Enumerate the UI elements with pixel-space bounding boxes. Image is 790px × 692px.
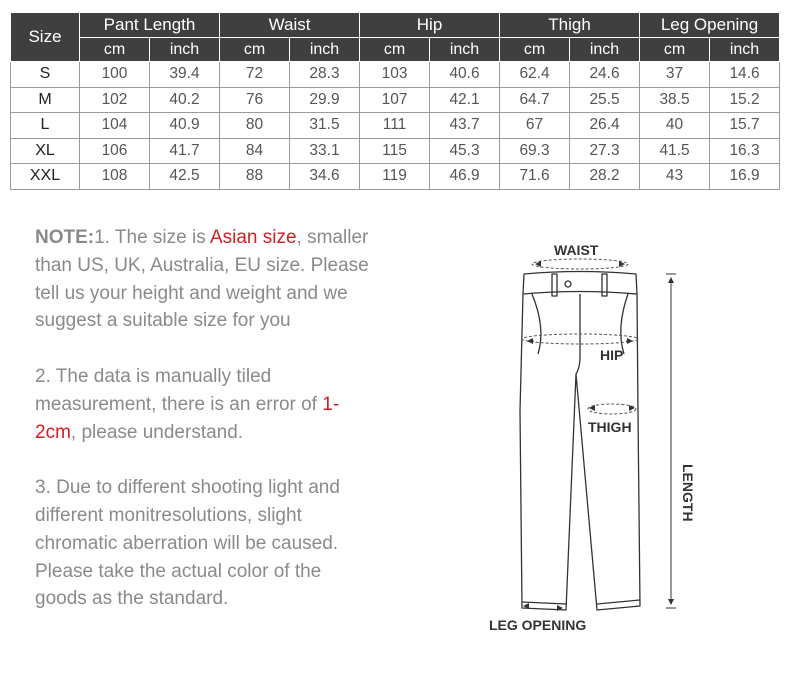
table-cell: 28.2 bbox=[570, 164, 640, 190]
table-cell: 43 bbox=[640, 164, 710, 190]
thigh-label: THIGH bbox=[588, 419, 632, 435]
size-label-cell: L bbox=[11, 113, 80, 139]
table-cell: 100 bbox=[80, 62, 150, 88]
size-label-cell: XXL bbox=[11, 164, 80, 190]
pants-measurement-diagram bbox=[480, 236, 720, 646]
table-cell: 37 bbox=[640, 62, 710, 88]
table-cell: 15.7 bbox=[710, 113, 780, 139]
table-cell: 71.6 bbox=[500, 164, 570, 190]
table-cell: 39.4 bbox=[150, 62, 220, 88]
table-cell: 16.9 bbox=[710, 164, 780, 190]
header-group-row bbox=[11, 13, 780, 38]
table-cell: 115 bbox=[360, 138, 430, 164]
thigh-measure-line bbox=[588, 404, 636, 414]
note-2-text-rest: , please understand. bbox=[70, 421, 244, 443]
table-cell: 31.5 bbox=[290, 113, 360, 139]
size-label-cell: M bbox=[11, 87, 80, 113]
unit-header: cm bbox=[360, 38, 430, 62]
hem-line-right bbox=[597, 600, 640, 604]
table-cell: 64.7 bbox=[500, 87, 570, 113]
table-cell: 33.1 bbox=[290, 138, 360, 164]
table-cell: 42.5 bbox=[150, 164, 220, 190]
table-cell: 102 bbox=[80, 87, 150, 113]
table-cell: 28.3 bbox=[290, 62, 360, 88]
unit-header: inch bbox=[710, 38, 780, 62]
table-cell: 107 bbox=[360, 87, 430, 113]
pants-illustration bbox=[480, 236, 720, 646]
table-cell: 34.6 bbox=[290, 164, 360, 190]
note-3 bbox=[35, 474, 375, 613]
table-cell: 40.9 bbox=[150, 113, 220, 139]
unit-header: inch bbox=[290, 38, 360, 62]
table-cell: 41.7 bbox=[150, 138, 220, 164]
table-cell: 62.4 bbox=[500, 62, 570, 88]
table-cell: 46.9 bbox=[430, 164, 500, 190]
table-cell: 119 bbox=[360, 164, 430, 190]
table-cell: 14.6 bbox=[710, 62, 780, 88]
table-cell: 84 bbox=[220, 138, 290, 164]
table-cell: 40 bbox=[640, 113, 710, 139]
table-cell: 25.5 bbox=[570, 87, 640, 113]
table-cell: 26.4 bbox=[570, 113, 640, 139]
table-cell: 104 bbox=[80, 113, 150, 139]
note-2-highlight: 1-2cm bbox=[35, 393, 340, 443]
table-cell: 40.6 bbox=[430, 62, 500, 88]
waist-button bbox=[565, 281, 571, 287]
table-row bbox=[11, 87, 780, 113]
unit-header: cm bbox=[640, 38, 710, 62]
size-label-cell: XL bbox=[11, 138, 80, 164]
header-waist: Waist bbox=[220, 13, 360, 38]
header-hip: Hip bbox=[360, 13, 500, 38]
table-row bbox=[11, 113, 780, 139]
table-cell: 27.3 bbox=[570, 138, 640, 164]
note-2 bbox=[35, 363, 375, 446]
note-3-text: 3. Due to different shooting light and different monitresolutions, slight chromatic aberration will be caused. Please take the actual color of the goods as the standard. bbox=[35, 477, 340, 610]
belt-loop bbox=[602, 274, 607, 296]
table-cell: 108 bbox=[80, 164, 150, 190]
note-1-text-rest: , smaller than US, UK, Australia, EU size. Please tell us your height and weight and we suggest a suitable size for you bbox=[35, 227, 369, 332]
waist-label: WAIST bbox=[554, 242, 599, 258]
table-cell: 15.2 bbox=[710, 87, 780, 113]
unit-header: inch bbox=[570, 38, 640, 62]
header-pant-length: Pant Length bbox=[80, 13, 220, 38]
table-cell: 88 bbox=[220, 164, 290, 190]
leg-opening-label: LEG OPENING bbox=[489, 617, 587, 633]
note-1-highlight: Asian size bbox=[209, 227, 297, 248]
table-cell: 24.6 bbox=[570, 62, 640, 88]
size-chart-header bbox=[11, 13, 780, 62]
header-unit-row bbox=[11, 38, 780, 62]
size-chart-table bbox=[10, 12, 780, 190]
table-cell: 103 bbox=[360, 62, 430, 88]
table-cell: 45.3 bbox=[430, 138, 500, 164]
unit-header: cm bbox=[220, 38, 290, 62]
table-cell: 67 bbox=[500, 113, 570, 139]
unit-header: cm bbox=[500, 38, 570, 62]
table-cell: 72 bbox=[220, 62, 290, 88]
table-cell: 43.7 bbox=[430, 113, 500, 139]
table-cell: 40.2 bbox=[150, 87, 220, 113]
size-notes bbox=[35, 224, 375, 641]
table-cell: 106 bbox=[80, 138, 150, 164]
note-1 bbox=[35, 224, 375, 335]
note-label: NOTE: bbox=[35, 227, 95, 248]
hem-line-left bbox=[522, 602, 566, 604]
waist-measure-line bbox=[532, 259, 628, 269]
header-thigh: Thigh bbox=[500, 13, 640, 38]
table-cell: 111 bbox=[360, 113, 430, 139]
table-row bbox=[11, 164, 780, 190]
header-leg-opening: Leg Opening bbox=[640, 13, 780, 38]
pocket-right bbox=[621, 294, 628, 354]
unit-header: inch bbox=[150, 38, 220, 62]
pocket-left bbox=[532, 294, 541, 354]
table-row bbox=[11, 62, 780, 88]
table-cell: 38.5 bbox=[640, 87, 710, 113]
unit-header: inch bbox=[430, 38, 500, 62]
size-column-header: Size bbox=[11, 13, 80, 62]
size-label-cell: S bbox=[11, 62, 80, 88]
table-cell: 76 bbox=[220, 87, 290, 113]
table-cell: 69.3 bbox=[500, 138, 570, 164]
hip-label: HIP bbox=[600, 347, 624, 363]
size-chart-body bbox=[11, 62, 780, 190]
table-cell: 41.5 bbox=[640, 138, 710, 164]
table-cell: 80 bbox=[220, 113, 290, 139]
table-cell: 16.3 bbox=[710, 138, 780, 164]
note-1-text: 1. The size is bbox=[94, 227, 210, 248]
table-row bbox=[11, 138, 780, 164]
table-cell: 29.9 bbox=[290, 87, 360, 113]
length-label: LENGTH bbox=[680, 464, 696, 522]
unit-header: cm bbox=[80, 38, 150, 62]
note-2-text: 2. The data is manually tiled measurement, there is an error of bbox=[35, 365, 323, 415]
table-cell: 42.1 bbox=[430, 87, 500, 113]
waistband-outline bbox=[523, 272, 637, 295]
